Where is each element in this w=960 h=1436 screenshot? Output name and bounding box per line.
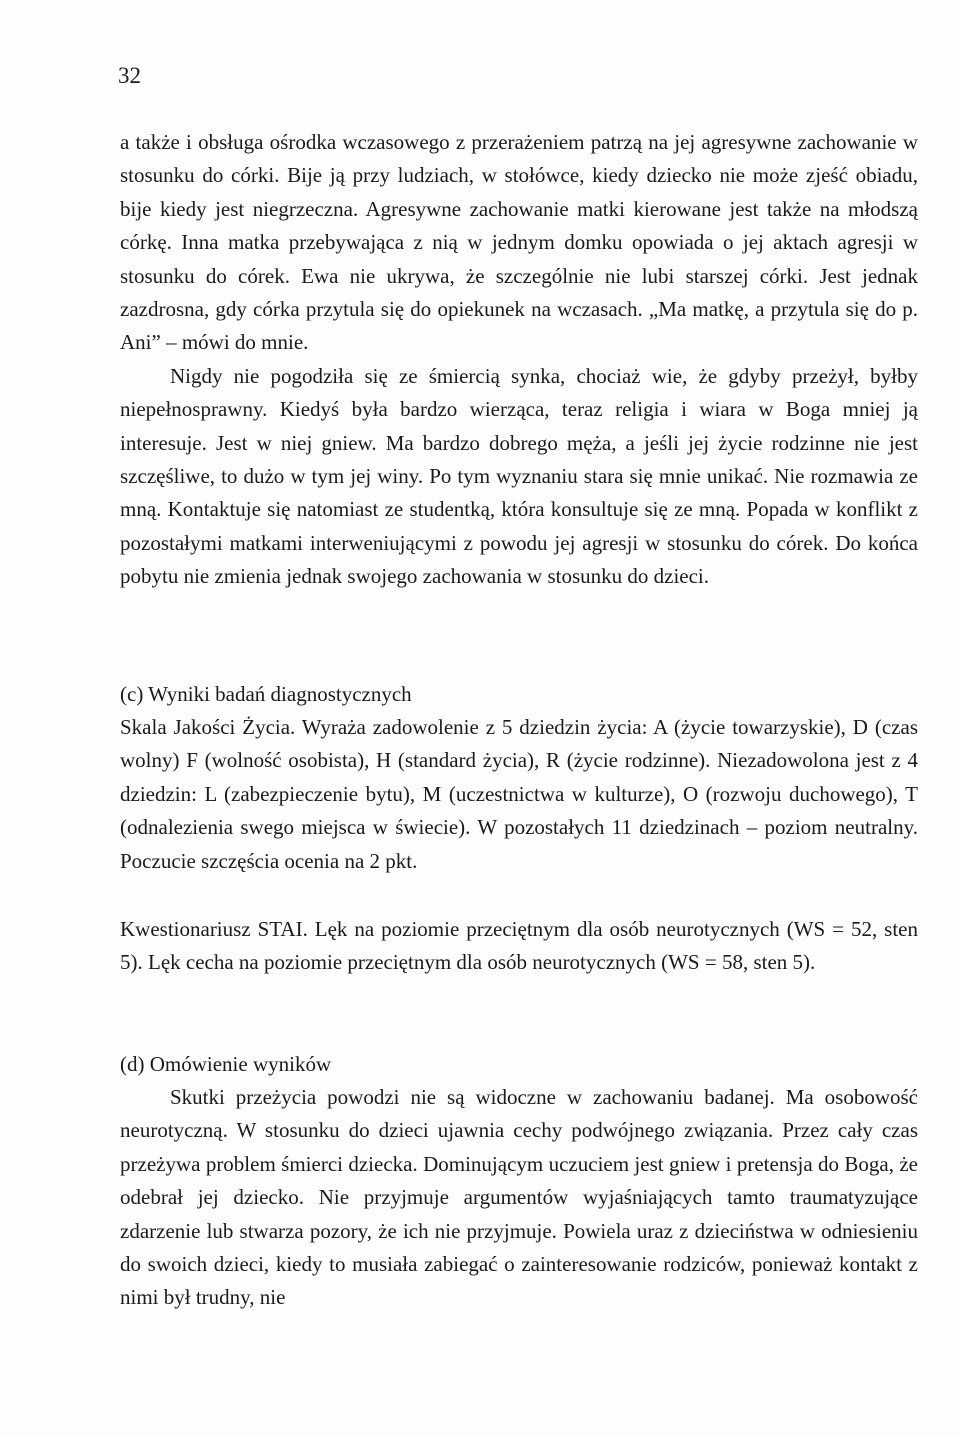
page-number: 32 (118, 63, 141, 88)
paragraph-aggression: a także i obsługa ośrodka wczasowego z przerażeniem patrzą na jej agresywne zachowanie w stosunku do córki. Bije ją przy ludziach, w stołówce, kiedy dziecko nie może zjeść obiadu, bije kiedy jest niegrzeczna. Agresywne zachowanie matki kierowane jest także na młodszą córkę. Inna matka przebywająca z nią w jednym domku opowiada o jej aktach agresji w stosunku do córek. Ewa nie ukrywa, że szczególnie nie lubi starszej córki. Jest jednak zazdrosna, gdy córka przytula się do opiekunek na wczasach. „Ma matkę, a przytula się do p. Ani” – mówi do mnie. (120, 130, 918, 355)
paragraph-son-death: Nigdy nie pogodziła się ze śmiercią synka, chociaż wie, że gdyby przeżył, byłby niepełnosprawny. Kiedyś była bardzo wierząca, teraz religia i wiara w Boga mniej ją interesuje. Jest w niej gniew. Ma bardzo dobrego męża, a jeśli jej życie rodzinne nie jest szczęśliwe, to dużo w tym jej winy. Po tym wyznaniu stara się mnie unikać. Nie rozmawia ze mną. Kontaktuje się natomiast ze studentką, która konsultuje się ze mną. Popada w konflikt z pozostałymi matkami interweniującymi z powodu jej agresji w stosunku do córek. Do końca pobytu nie zmienia jednak swojego zachowania w stosunku do dzieci. (120, 363, 918, 589)
paragraph-stai: Kwestionariusz STAI. Lęk na poziomie przeciętnym dla osób neurotycznych (WS = 52, sten 5). Lęk cecha na poziomie przeciętnym dla osób neurotycznych (WS = 58, sten 5). (120, 917, 918, 975)
section-heading-discussion: (d) Omówienie wyników (120, 1052, 332, 1076)
paragraph-quality-of-life: Skala Jakości Życia. Wyraża zadowolenie z 5 dziedzin życia: A (życie towarzyskie), D (czas wolny) F (wolność osobista), H (standard życia), R (życie rodzinne). Niezadowolona jest z 4 dziedzin: L (zabezpieczenie bytu), M (uczestnictwa w kulturze), O (rozwoju duchowego), T (odnalezienia swego miejsca w świecie). W pozostałych 11 dziedzinach – poziom neutralny. Poczucie szczęścia ocenia na 2 pkt. (120, 715, 918, 873)
text-block-case-description (120, 126, 918, 594)
section-heading-diagnostic-results: (c) Wyniki badań diagnostycznych (120, 682, 412, 706)
text-block-stai (120, 913, 918, 980)
text-block-quality-of-life (120, 711, 918, 878)
paragraph-discussion: Skutki przeżycia powodzi nie są widoczne w zachowaniu badanej. Ma osobowość neurotyczną. W stosunku do dzieci ujawnia cechy podwójnego związania. Przez cały czas przeżywa problem śmierci dziecka. Dominującym uczuciem jest gniew i pretensja do Boga, że odebrał jej dziecko. Nie przyjmuje argumentów wyjaśniających tamto traumatyzujące zdarzenie lub stwarza pozory, że ich nie przyjmuje. Powiela uraz z dzieciństwa w odniesieniu do swoich dzieci, kiedy to musiała zabiegać o zainteresowanie rodziców, ponieważ kontakt z nimi był trudny, nie (120, 1085, 918, 1310)
text-block-discussion (120, 1081, 918, 1315)
